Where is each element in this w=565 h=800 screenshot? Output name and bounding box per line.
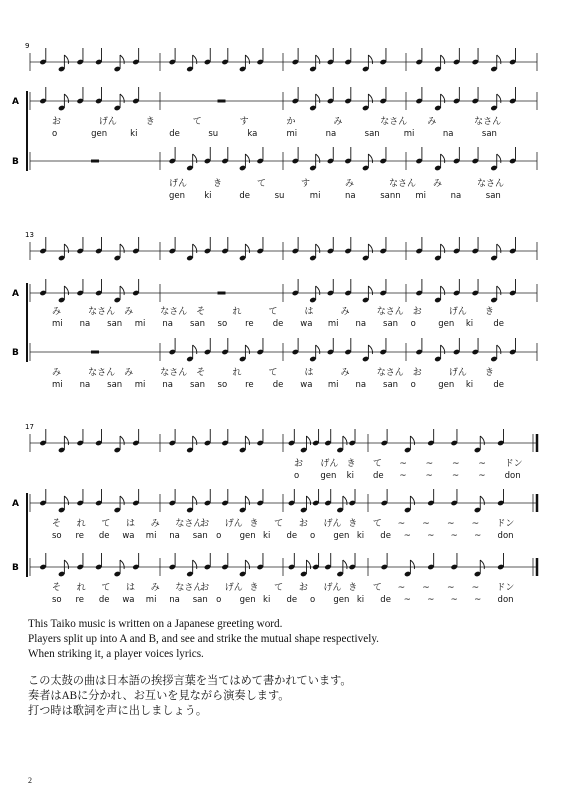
lyric-top-romaji: gen — [320, 471, 337, 481]
note-flag — [410, 560, 414, 569]
lyric-a-japanese: そ — [196, 307, 206, 317]
note-flag — [64, 244, 68, 253]
lyric-a-romaji: de — [169, 129, 180, 139]
performance-notes — [28, 617, 548, 719]
lyric-b-japanese: れ — [76, 583, 86, 593]
lyric-a-romaji: ~ — [427, 531, 435, 541]
lyric-b-japanese: お — [412, 368, 422, 378]
note-flag — [480, 436, 484, 445]
lyric-a-romaji: re — [75, 531, 84, 541]
lyric-top-japanese: ~ — [452, 459, 460, 469]
lyric-b-japanese: なさん — [160, 368, 188, 378]
note-flag — [64, 436, 68, 445]
lyric-a-romaji: o — [309, 531, 316, 541]
lyric-a-romaji: de — [98, 531, 110, 541]
lyric-a-romaji: wa — [300, 319, 313, 329]
lyric-a-romaji: san — [107, 319, 123, 329]
note-flag — [441, 94, 445, 103]
lyric-a-japanese: れ — [232, 307, 242, 317]
lyric-b-japanese: ~ — [397, 583, 406, 593]
lyric-b-japanese: き — [213, 179, 223, 189]
lyric-a-japanese: ~ — [422, 519, 430, 529]
lyric-a-japanese: ~ — [446, 519, 455, 529]
lyric-b-romaji: ~ — [450, 595, 458, 605]
lyric-b-japanese: て — [274, 583, 284, 593]
lyric-a-romaji: o — [52, 129, 58, 139]
lyric-top-japanese: ~ — [425, 459, 434, 469]
note-flag — [245, 154, 249, 163]
lyric-a-romaji: mi — [403, 129, 415, 139]
part-label-b: B — [12, 563, 19, 573]
note-flag — [441, 154, 445, 163]
lyric-a-romaji: ~ — [450, 531, 458, 541]
lyric-b-romaji: de — [493, 380, 505, 390]
lyric-a-japanese: き — [484, 307, 494, 317]
lyric-top-japanese: げん — [320, 459, 339, 469]
part-label-a: A — [12, 289, 19, 299]
note-flag — [368, 345, 372, 354]
lyric-a-japanese: は — [126, 519, 136, 529]
lyric-b-romaji: san — [189, 380, 205, 390]
lyric-b-japanese: げん — [323, 583, 342, 593]
whole-rest — [91, 351, 99, 354]
lyric-b-romaji: na — [79, 380, 91, 390]
note-flag — [245, 436, 249, 445]
lyric-a-japanese: み — [427, 117, 437, 127]
lyric-a-romaji: don — [497, 531, 514, 541]
note-flag — [316, 244, 320, 253]
note-flag — [368, 154, 372, 163]
lyric-a-romaji: de — [286, 531, 298, 541]
measure-number: 13 — [25, 231, 34, 239]
note-flag — [497, 94, 501, 103]
lyric-b-japanese: なさん — [376, 368, 404, 378]
lyric-a-japanese: げん — [224, 519, 243, 529]
lyric-b-japanese: なさん — [175, 583, 203, 593]
lyric-a-romaji: wa — [122, 531, 135, 541]
lyric-a-romaji: re — [245, 319, 254, 329]
lyric-a-romaji: o — [410, 319, 416, 329]
note-flag — [64, 94, 68, 103]
page-number: 2 — [28, 776, 32, 785]
lyric-b-romaji: na — [450, 191, 462, 201]
lyric-b-romaji: na — [162, 380, 173, 390]
lyric-b-romaji: o — [216, 595, 222, 605]
lyric-b-japanese: そ — [196, 368, 206, 378]
lyric-a-japanese: ~ — [397, 519, 406, 529]
lyric-a-romaji: san — [364, 129, 380, 139]
note-flag — [497, 55, 501, 64]
note-flag — [306, 496, 310, 505]
lyric-b-romaji: wa — [122, 595, 135, 605]
note-flag — [480, 560, 484, 569]
lyric-top-japanese: お — [294, 459, 304, 469]
note-flag — [306, 560, 310, 569]
lyric-a-romaji: o — [216, 531, 222, 541]
lyric-a-romaji: mi — [52, 319, 63, 329]
note-flag — [120, 496, 124, 505]
note-flag — [368, 94, 372, 103]
lyric-a-romaji: ki — [356, 531, 365, 541]
notes-jp-line-1: この太鼓の曲は日本語の挨拶言葉を当てはめて書かれています。 — [28, 675, 352, 687]
lyric-a-japanese: て — [101, 519, 111, 529]
lyric-a-romaji: mi — [327, 319, 339, 329]
lyric-b-romaji: de — [380, 595, 391, 605]
lyric-b-japanese: ~ — [422, 583, 430, 593]
lyric-a-japanese: き — [348, 519, 358, 529]
lyric-b-romaji: gen — [239, 595, 256, 605]
lyric-a-japanese: み — [52, 307, 62, 317]
lyric-b-romaji: gen — [438, 380, 455, 390]
lyric-b-romaji: mi — [134, 380, 146, 390]
lyric-a-romaji: na — [169, 531, 180, 541]
note-flag — [193, 154, 197, 163]
lyric-a-japanese: て — [274, 519, 284, 529]
lyric-a-japanese: なさん — [160, 307, 188, 317]
lyric-b-romaji: na — [345, 191, 356, 201]
lyric-b-japanese: て — [101, 583, 111, 593]
lyric-a-romaji: mi — [145, 531, 157, 541]
lyric-a-romaji: de — [493, 319, 505, 329]
lyric-b-romaji: ki — [204, 191, 212, 201]
lyric-b-romaji: de — [239, 191, 251, 201]
lyric-a-romaji: san — [192, 531, 208, 541]
lyric-b-romaji: o — [410, 380, 416, 390]
lyric-a-romaji: san — [481, 129, 497, 139]
part-label-a: A — [12, 499, 19, 509]
note-flag — [120, 286, 124, 295]
lyric-b-romaji: ki — [465, 380, 474, 390]
lyric-a-romaji: na — [442, 129, 454, 139]
lyric-b-romaji: gen — [169, 191, 186, 201]
note-flag — [368, 55, 372, 64]
lyric-b-romaji: gen — [333, 595, 350, 605]
lyric-b-japanese: なさん — [88, 368, 116, 378]
lyric-b-japanese: み — [52, 368, 62, 378]
note-flag — [368, 244, 372, 253]
whole-rest — [91, 160, 99, 163]
lyric-b-japanese: なさん — [477, 179, 505, 189]
lyric-a-japanese: き — [249, 519, 259, 529]
lyric-b-romaji: san — [485, 191, 501, 201]
note-flag — [193, 345, 197, 354]
lyric-b-romaji: so — [217, 380, 228, 390]
lyric-a-romaji: de — [272, 319, 284, 329]
note-flag — [64, 286, 68, 295]
notes-line-3: When striking it, a player voices lyrics. — [28, 648, 204, 660]
lyric-a-japanese: げん — [98, 117, 117, 127]
note-flag — [245, 345, 249, 354]
lyric-a-romaji: mi — [134, 319, 146, 329]
lyric-a-romaji: san — [189, 319, 205, 329]
note-flag — [64, 496, 68, 505]
note-flag — [316, 55, 320, 64]
lyric-b-japanese: ~ — [446, 583, 455, 593]
lyric-b-japanese: み — [124, 368, 134, 378]
part-label-a: A — [12, 97, 19, 107]
note-flag — [193, 560, 197, 569]
lyric-b-romaji: ki — [356, 595, 365, 605]
note-flag — [193, 244, 197, 253]
note-flag — [120, 94, 124, 103]
lyric-top-romaji: o — [294, 471, 300, 481]
note-flag — [343, 496, 347, 505]
lyric-a-japanese: なさん — [376, 307, 404, 317]
lyric-b-romaji: ki — [263, 595, 271, 605]
lyric-b-romaji: so — [52, 595, 62, 605]
note-flag — [306, 436, 310, 445]
whole-rest — [218, 100, 226, 103]
measure-number: 17 — [25, 423, 34, 431]
lyric-b-romaji: sann — [380, 191, 401, 201]
lyric-top-romaji: ~ — [478, 471, 486, 481]
lyric-a-japanese: み — [150, 519, 160, 529]
notes-jp-line-3: 打つ時は歌詞を声に出しましょう。 — [28, 705, 208, 717]
lyric-top-japanese: ドン — [504, 459, 523, 469]
lyric-a-romaji: na — [162, 319, 173, 329]
lyric-a-japanese: て — [192, 117, 202, 127]
lyric-top-japanese: て — [373, 459, 383, 469]
notes-jp-line-2: 奏者はABに分かれ、お互いを見ながら演奏します。 — [28, 690, 290, 702]
note-flag — [120, 560, 124, 569]
lyric-a-japanese: お — [412, 307, 422, 317]
lyric-top-romaji: ~ — [399, 471, 407, 481]
lyric-a-romaji: mi — [286, 129, 298, 139]
lyric-b-japanese: み — [150, 583, 160, 593]
lyric-b-romaji: mi — [309, 191, 321, 201]
note-flag — [316, 345, 320, 354]
lyric-b-japanese: み — [340, 368, 350, 378]
note-flag — [497, 154, 501, 163]
notes-line-1: This Taiko music is written on a Japanese greeting word. — [28, 618, 283, 630]
lyric-b-romaji: re — [75, 595, 84, 605]
lyric-a-japanese: げん — [323, 519, 342, 529]
lyric-b-japanese: そ — [52, 583, 62, 593]
lyric-a-romaji: de — [380, 531, 391, 541]
lyric-b-romaji: re — [245, 380, 254, 390]
lyric-b-romaji: de — [286, 595, 298, 605]
lyric-a-japanese: か — [286, 117, 296, 127]
note-flag — [497, 244, 501, 253]
lyric-b-romaji: mi — [415, 191, 427, 201]
lyric-b-japanese: お — [298, 583, 308, 593]
lyric-b-japanese: げん — [448, 368, 467, 378]
lyric-b-japanese: き — [484, 368, 494, 378]
lyric-b-romaji: mi — [145, 595, 157, 605]
notes-line-2: Players split up into A and B, and see and strike the mutual shape respectively. — [28, 633, 379, 645]
note-flag — [245, 244, 249, 253]
lyric-a-japanese: お — [52, 117, 62, 127]
lyric-a-romaji: ka — [247, 129, 258, 139]
note-flag — [245, 55, 249, 64]
lyric-top-romaji: ~ — [452, 471, 460, 481]
lyric-b-romaji: de — [98, 595, 110, 605]
lyric-b-romaji: wa — [300, 380, 313, 390]
note-flag — [368, 286, 372, 295]
note-flag — [245, 496, 249, 505]
lyric-a-japanese: て — [268, 307, 278, 317]
note-flag — [120, 244, 124, 253]
lyric-a-romaji: san — [383, 319, 399, 329]
lyric-b-japanese: げん — [169, 179, 188, 189]
lyric-a-romaji: gen — [91, 129, 108, 139]
note-flag — [120, 436, 124, 445]
lyric-a-romaji: gen — [333, 531, 350, 541]
note-flag — [480, 496, 484, 505]
lyric-b-romaji: don — [497, 595, 514, 605]
lyric-a-romaji: na — [325, 129, 337, 139]
note-flag — [64, 560, 68, 569]
note-flag — [343, 560, 347, 569]
note-flag — [120, 55, 124, 64]
lyric-a-japanese: そ — [52, 519, 62, 529]
lyric-a-japanese: げん — [448, 307, 467, 317]
measure-number: 9 — [25, 42, 30, 50]
lyric-b-japanese: み — [345, 179, 355, 189]
lyric-a-japanese: き — [145, 117, 155, 127]
whole-rest — [218, 292, 226, 295]
lyric-b-romaji: mi — [327, 380, 339, 390]
note-flag — [316, 94, 320, 103]
lyric-a-romaji: ki — [263, 531, 271, 541]
lyric-a-romaji: ~ — [403, 531, 411, 541]
note-flag — [497, 345, 501, 354]
lyric-a-romaji: ki — [465, 319, 474, 329]
note-flag — [245, 560, 249, 569]
lyric-top-japanese: き — [346, 459, 356, 469]
lyric-b-japanese: なさん — [389, 179, 417, 189]
lyric-a-japanese: み — [124, 307, 134, 317]
lyric-b-japanese: ドン — [496, 583, 515, 593]
lyric-top-romaji: ~ — [425, 471, 433, 481]
lyric-b-romaji: san — [107, 380, 123, 390]
lyric-b-romaji: ~ — [403, 595, 411, 605]
lyric-a-romaji: na — [355, 319, 367, 329]
lyric-top-romaji: de — [373, 471, 384, 481]
lyric-a-romaji: ki — [130, 129, 138, 139]
lyric-b-japanese: て — [372, 583, 382, 593]
lyric-a-japanese: なさん — [474, 117, 502, 127]
lyric-b-japanese: き — [348, 583, 358, 593]
note-flag — [193, 55, 197, 64]
lyric-a-japanese: お — [200, 519, 210, 529]
lyric-a-japanese: は — [304, 307, 314, 317]
lyric-a-romaji: su — [208, 129, 219, 139]
lyric-b-japanese: お — [200, 583, 210, 593]
part-label-b: B — [12, 348, 19, 358]
note-flag — [316, 154, 320, 163]
part-label-b: B — [12, 157, 19, 167]
lyric-b-japanese: て — [268, 368, 278, 378]
lyric-b-romaji: san — [192, 595, 208, 605]
lyric-a-japanese: て — [372, 519, 382, 529]
note-flag — [441, 286, 445, 295]
lyric-b-japanese: き — [249, 583, 259, 593]
lyric-b-japanese: て — [257, 179, 267, 189]
lyric-a-romaji: na — [79, 319, 91, 329]
lyric-a-romaji: gen — [239, 531, 256, 541]
lyric-b-japanese: げん — [224, 583, 243, 593]
note-flag — [64, 55, 68, 64]
lyric-b-romaji: na — [169, 595, 180, 605]
note-flag — [316, 286, 320, 295]
lyric-b-japanese: れ — [232, 368, 242, 378]
lyric-a-japanese: なさん — [175, 519, 203, 529]
note-flag — [193, 436, 197, 445]
note-flag — [193, 496, 197, 505]
lyric-a-japanese: み — [340, 307, 350, 317]
lyric-a-romaji: ~ — [474, 531, 482, 541]
lyric-top-japanese: ~ — [478, 459, 486, 469]
lyric-b-romaji: mi — [52, 380, 63, 390]
lyric-a-japanese: み — [333, 117, 343, 127]
note-flag — [410, 436, 414, 445]
lyric-b-japanese: ~ — [471, 583, 480, 593]
lyric-a-romaji: so — [217, 319, 228, 329]
lyric-top-romaji: ki — [346, 471, 354, 481]
note-flag — [497, 286, 501, 295]
lyric-b-japanese: は — [126, 583, 136, 593]
lyric-b-japanese: み — [433, 179, 443, 189]
lyric-b-romaji: ~ — [474, 595, 482, 605]
note-flag — [343, 436, 347, 445]
lyric-a-japanese: なさん — [88, 307, 116, 317]
lyric-a-japanese: す — [239, 117, 249, 127]
note-flag — [441, 55, 445, 64]
lyric-a-japanese: ドン — [496, 519, 515, 529]
lyric-b-romaji: san — [383, 380, 399, 390]
lyric-top-japanese: ~ — [399, 459, 407, 469]
lyric-b-romaji: su — [274, 191, 285, 201]
lyric-b-japanese: す — [301, 179, 311, 189]
lyric-a-romaji: gen — [438, 319, 455, 329]
lyric-a-japanese: れ — [76, 519, 86, 529]
lyric-top-romaji: don — [504, 471, 521, 481]
lyric-b-romaji: o — [309, 595, 316, 605]
lyric-a-japanese: ~ — [471, 519, 480, 529]
note-flag — [441, 345, 445, 354]
lyric-a-japanese: なさん — [380, 117, 408, 127]
lyric-b-japanese: は — [304, 368, 314, 378]
lyric-b-romaji: na — [355, 380, 367, 390]
lyric-a-romaji: so — [52, 531, 62, 541]
lyric-b-romaji: de — [272, 380, 284, 390]
note-flag — [410, 496, 414, 505]
note-flag — [441, 244, 445, 253]
lyric-a-japanese: お — [298, 519, 308, 529]
lyric-b-romaji: ~ — [427, 595, 435, 605]
